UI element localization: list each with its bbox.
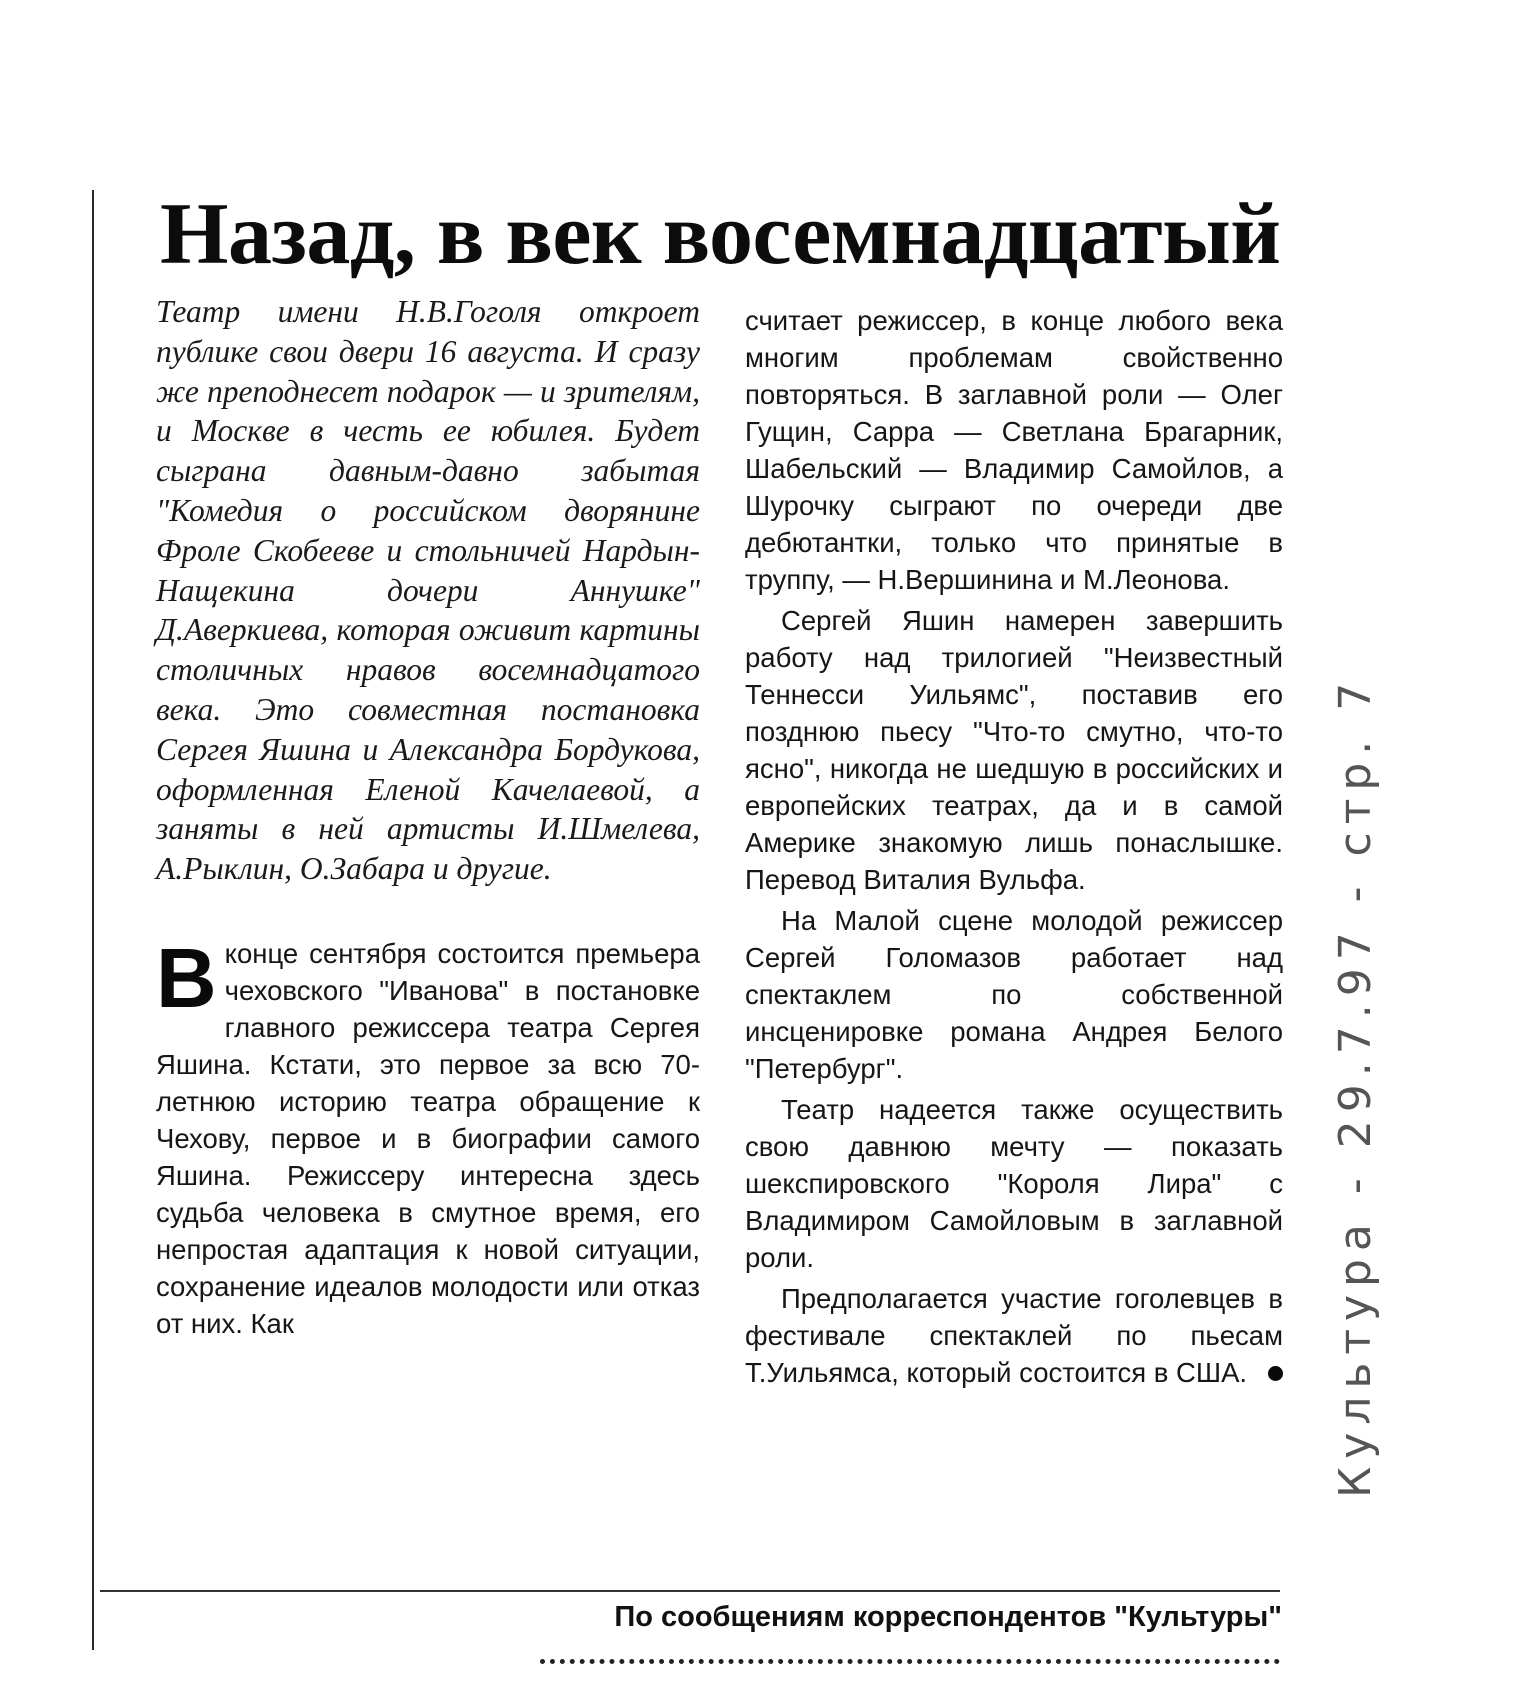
left-column-rule xyxy=(92,190,94,1650)
body-paragraph-3: Сергей Яшин намерен завершить работу над трилогией "Неизвестный Теннесси Уильямс", поставив его позднюю пьесу "Что-то смутно, что-то ясно", никогда не шедшую в российских и европейских театрах, да и в самой Америке знакомую лишь понаслышке. Перевод Виталия Вульфа. xyxy=(745,605,1283,895)
body-paragraph-1 xyxy=(156,930,700,1342)
article-lead: Театр имени Н.В.Гоголя откроет публике свои двери 16 августа. И сразу же преподнесет подарок — и зрителям, и Москве в честь ее юбилея. Будет сыграна давным-давно забытая "Комедия о российском дворянине Фроле Скобееве и стольничей Нардын-Нащекина дочери Аннушке" Д.Аверкиева, которая оживит картины столичных нравов восемнадцатого века. Это совместная постановка Сергея Яшина и Александра Бордукова, оформленная Еленой Качелаевой, а заняты в ней артисты И.Шмелева, А.Рыклин, О.Забара и другие. xyxy=(156,294,700,887)
drop-cap: В xyxy=(156,930,217,1025)
body-paragraph-6-text: Предполагается участие гоголевцев в фестивале спектаклей по пьесам Т.Уильямса, который состоится в США. xyxy=(745,1283,1283,1388)
body-paragraph-5: Театр надеется также осуществить свою давнюю мечту — показать шекспировского "Короля Лира" с Владимиром Самойловым в заглавной роли. xyxy=(745,1094,1283,1273)
handwritten-source-note: Культура - 29.7.97 - стр. 7 xyxy=(1330,674,1381,1498)
left-column xyxy=(156,292,700,1342)
end-of-article-bullet xyxy=(1268,1366,1283,1381)
bottom-rule xyxy=(100,1590,1280,1592)
body-paragraph-2: считает режиссер, в конце любого века многим проблемам свойственно повторяться. В заглавной роли — Олег Гущин, Сарра — Светлана Брагарник, Шабельский — Владимир Самойлов, а Шурочку сыграют по очереди две дебютантки, только что принятые в труппу, — Н.Вершинина и М.Леонова. xyxy=(745,305,1283,595)
right-column xyxy=(745,302,1283,1391)
left-body xyxy=(156,930,700,1342)
body-paragraph-4: На Малой сцене молодой режиссер Сергей Голомазов работает над спектаклем по собственной инсценировке романа Андрея Белого "Петербург". xyxy=(745,905,1283,1084)
dotted-rule xyxy=(540,1659,1280,1664)
article-byline: По сообщениям корреспондентов "Культуры" xyxy=(614,1601,1282,1633)
body-paragraph-6 xyxy=(745,1280,1283,1391)
article-headline: Назад, в век восемнадцатый xyxy=(160,186,1281,283)
body-paragraph-1-text: конце сентября состоится премьера чеховского "Иванова" в постановке главного режиссера театра Сергея Яшина. Кстати, это первое за всю 70-летнюю историю театра обращение к Чехову, первое и в биографии самого Яшина. Режиссеру интересна здесь судьба человека в смутное время, его непростая адаптация к новой ситуации, сохранение идеалов молодости или отказ от них. Как xyxy=(156,937,700,1339)
